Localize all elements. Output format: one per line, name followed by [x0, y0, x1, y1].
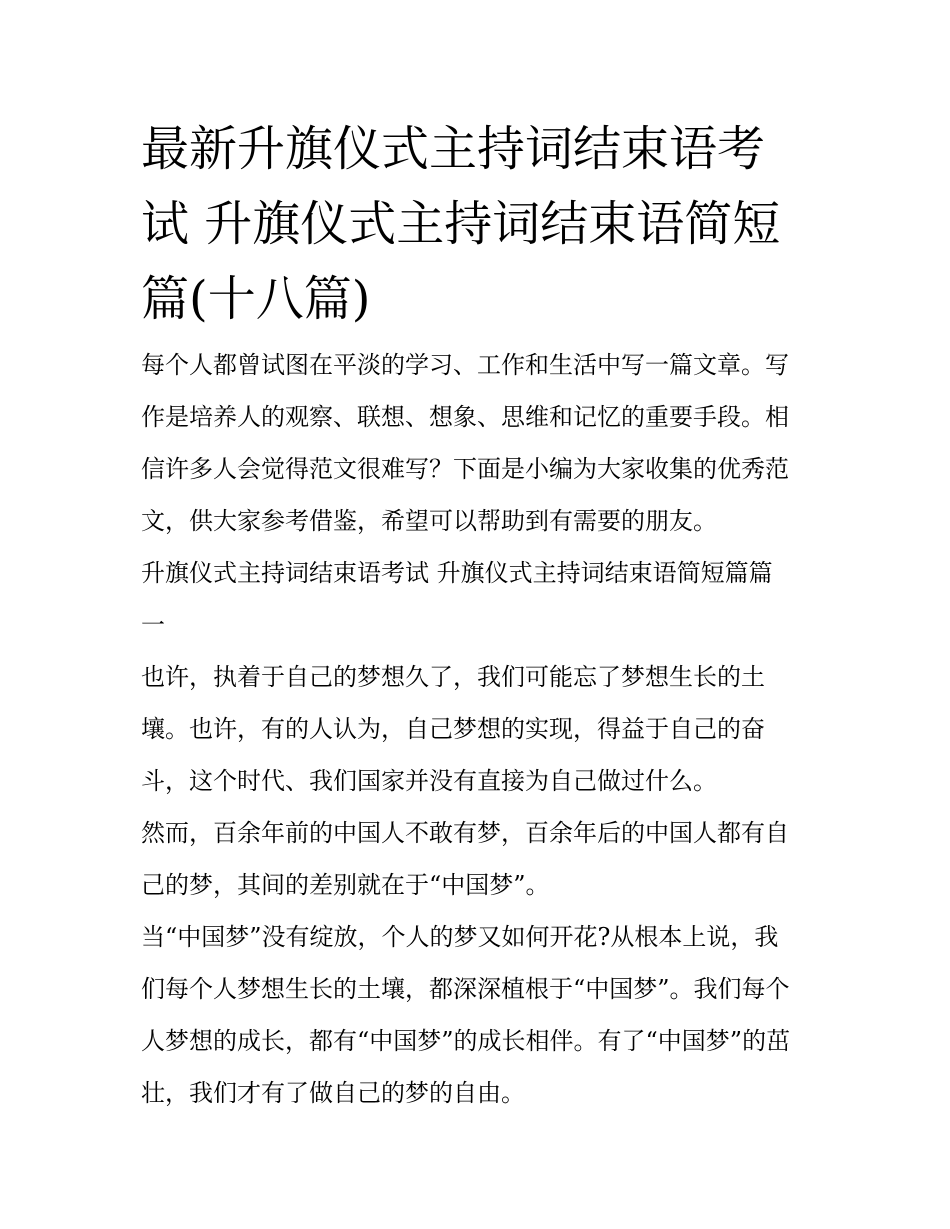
text-line: 文，供大家参考借鉴，希望可以帮助到有需要的朋友。 — [141, 507, 717, 535]
text-line: 然而，百余年前的中国人不敢有梦，百余年后的中国人都有自 — [141, 819, 789, 847]
text-line: 也许，执着于自己的梦想久了，我们可能忘了梦想生长的土 — [141, 663, 765, 691]
intro-paragraph — [141, 339, 816, 547]
text-line: 每个人都曾试图在平淡的学习、工作和生活中写一篇文章。写 — [141, 351, 789, 379]
body-paragraph — [141, 651, 816, 807]
text-line: 壤。也许，有的人认为，自己梦想的实现，得益于自己的奋 — [141, 715, 765, 743]
document-body — [141, 339, 816, 1119]
section-heading — [141, 547, 816, 651]
text-line: 人梦想的成长，都有“中国梦”的成长相伴。有了“中国梦”的茁 — [141, 1027, 791, 1055]
title-line: 试 升旗仪式主持词结束语简短 — [141, 196, 781, 252]
text-line: 作是培养人的观察、联想、想象、思维和记忆的重要手段。相 — [141, 403, 789, 431]
document-content — [141, 112, 816, 1119]
text-line: 壮，我们才有了做自己的梦的自由。 — [141, 1079, 525, 1107]
body-paragraph — [141, 911, 816, 1119]
title-line: 最新升旗仪式主持词结束语考 — [141, 121, 766, 177]
text-line: 斗，这个时代、我们国家并没有直接为自己做过什么。 — [141, 767, 717, 795]
text-line: 己的梦，其间的差别就在于“中国梦”。 — [141, 871, 550, 899]
body-paragraph — [141, 807, 816, 911]
text-line: 信许多人会觉得范文很难写？下面是小编为大家收集的优秀范 — [141, 455, 789, 483]
title-line: 篇(十八篇) — [141, 271, 371, 327]
text-line: 升旗仪式主持词结束语考试 升旗仪式主持词结束语简短篇篇 — [141, 559, 773, 587]
text-line: 们每个人梦想生长的土壤，都深深植根于“中国梦”。我们每个 — [141, 975, 790, 1003]
text-line: 当“中国梦”没有绽放，个人的梦又如何开花?从根本上说，我 — [141, 923, 779, 951]
document-title — [141, 112, 816, 337]
text-line: 一 — [141, 611, 165, 639]
